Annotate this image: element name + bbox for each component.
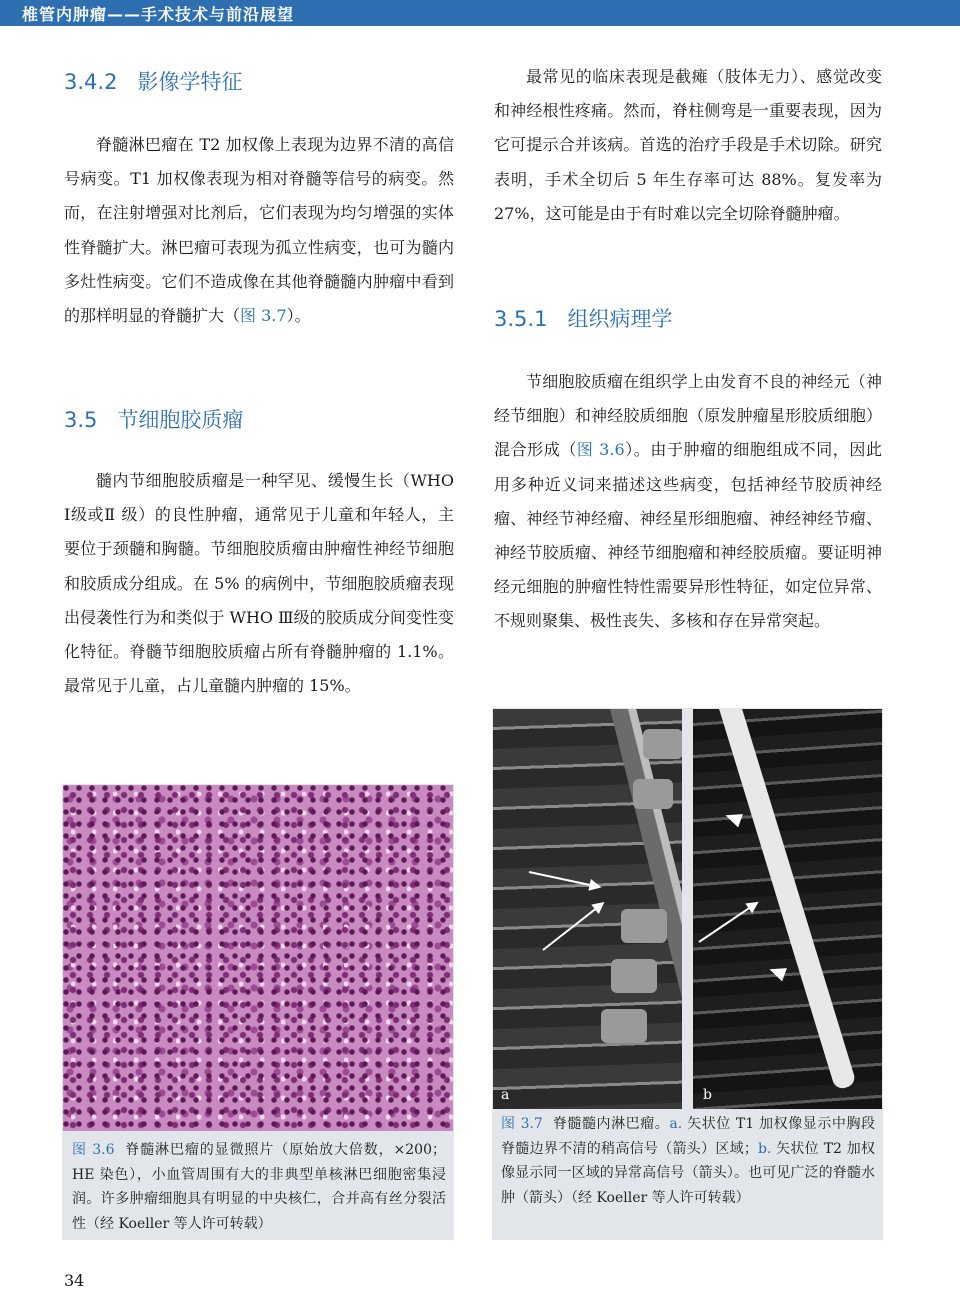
section-title: 组织病理学 xyxy=(567,307,673,331)
section-title: 影像学特征 xyxy=(137,70,243,94)
paragraph-ganglioglioma: 髓内节细胞胶质瘤是一种罕见、缓慢生长（WHO Ⅰ级或Ⅱ 级）的良性肿瘤，通常见于儿童和年轻人，主要位于颈髓和胸髓。节细胞胶质瘤由肿瘤性神经节细胞和胶质成分组成。在 5% 的病例中，节细胞胶质瘤表现出侵袭性行为和类似于 WHO Ⅲ级的胶质成分间变性变化特征。脊髓节细胞胶质瘤占所有脊髓肿瘤的 1.1%。最常见于儿童，占儿童髓内肿瘤的 15%。 xyxy=(64,471,454,696)
paragraph-imaging: 脊髓淋巴瘤在 T2 加权像上表现为边界不清的高信号病变。T1 加权像表现为相对脊髓等信号的病变。然而，在注射增强对比剂后，它们表现为均匀增强的实体性脊髓扩大。淋巴瘤可表现为孤立性病变，也可为髓内多灶性病变。它们不造成像在其他脊髓髓内肿瘤中看到的那样明显的脊髓扩大（图 3.7）。 xyxy=(64,135,454,326)
page-number: 34 xyxy=(64,1271,85,1290)
section-number: 3.5.1 xyxy=(494,307,548,331)
figure-label: 图 3.6 xyxy=(72,1142,115,1158)
figure-3-7 xyxy=(492,708,883,1240)
arrowhead-icon xyxy=(767,963,787,982)
section-title: 节细胞胶质瘤 xyxy=(117,408,244,432)
panel-label-b: b xyxy=(703,1087,712,1103)
arrowhead-icon xyxy=(723,809,743,828)
section-number: 3.4.2 xyxy=(64,70,118,94)
figure-ref-3-6[interactable]: 图 3.6 xyxy=(576,440,625,460)
mri-panel-a xyxy=(493,709,682,1109)
arrow-icon xyxy=(529,871,600,888)
figure-3-7-caption: 图 3.7 脊髓髓内淋巴瘤。a. 矢状位 T1 加权像显示中胸段脊髓边界不清的稍高信号（箭头）区域；b. 矢状位 T2 加权像显示同一区域的异常高信号（箭头）。也可见广泛的脊髓水肿（箭头）（经 Koeller 等人许可转载） xyxy=(501,1116,876,1206)
paragraph-histopathology: 节细胞胶质瘤在组织学上由发育不良的神经元（神经节细胞）和神经胶质细胞（原发肿瘤星形胶质细胞）混合形成（图 3.6）。由于肿瘤的细胞组成不同，因此用多种近义词来描述这些病变，包括神经节胶质神经瘤、神经节神经瘤、神经星形细胞瘤、神经神经节瘤、神经节胶质瘤、神经节细胞瘤和神经胶质瘤。要证明神经元细胞的肿瘤性特性需要异形性特征，如定位异常、不规则聚集、极性丧失、多核和存在异常突起。 xyxy=(494,372,882,631)
running-header-title: 椎管内肿瘤——手术技术与前沿展望 xyxy=(22,5,295,24)
micrograph-image xyxy=(63,785,453,1131)
running-header xyxy=(0,0,960,26)
figure-3-6 xyxy=(62,784,454,1240)
figure-label: 图 3.7 xyxy=(501,1116,543,1132)
mri-panel-b xyxy=(693,709,882,1109)
section-heading-3-5 xyxy=(64,404,243,434)
section-number: 3.5 xyxy=(64,408,98,432)
arrow-icon xyxy=(542,902,603,950)
figure-3-6-caption: 图 3.6 脊髓淋巴瘤的显微照片（原始放大倍数，×200；HE 染色），小血管周围有大的非典型单核淋巴细胞密集浸润。许多肿瘤细胞具有明显的中央核仁，合并高有丝分裂活性（经 Koeller 等人许可转载） xyxy=(72,1142,447,1232)
figure-ref-3-7[interactable]: 图 3.7 xyxy=(240,306,287,326)
panel-label-a: a xyxy=(501,1087,510,1103)
section-heading-3-5-1 xyxy=(494,303,672,333)
paragraph-clinical: 最常见的临床表现是截瘫（肢体无力）、感觉改变和神经根性疼痛。然而，脊柱侧弯是一重要表现，因为它可提示合并该病。首选的治疗手段是手术切除。研究表明，手术全切后 5 年生存率可达 88%。复发率为 27%，这可能是由于有时难以完全切除脊髓肿瘤。 xyxy=(494,67,882,223)
section-heading-3-4-2 xyxy=(64,66,242,96)
arrow-icon xyxy=(698,902,757,943)
